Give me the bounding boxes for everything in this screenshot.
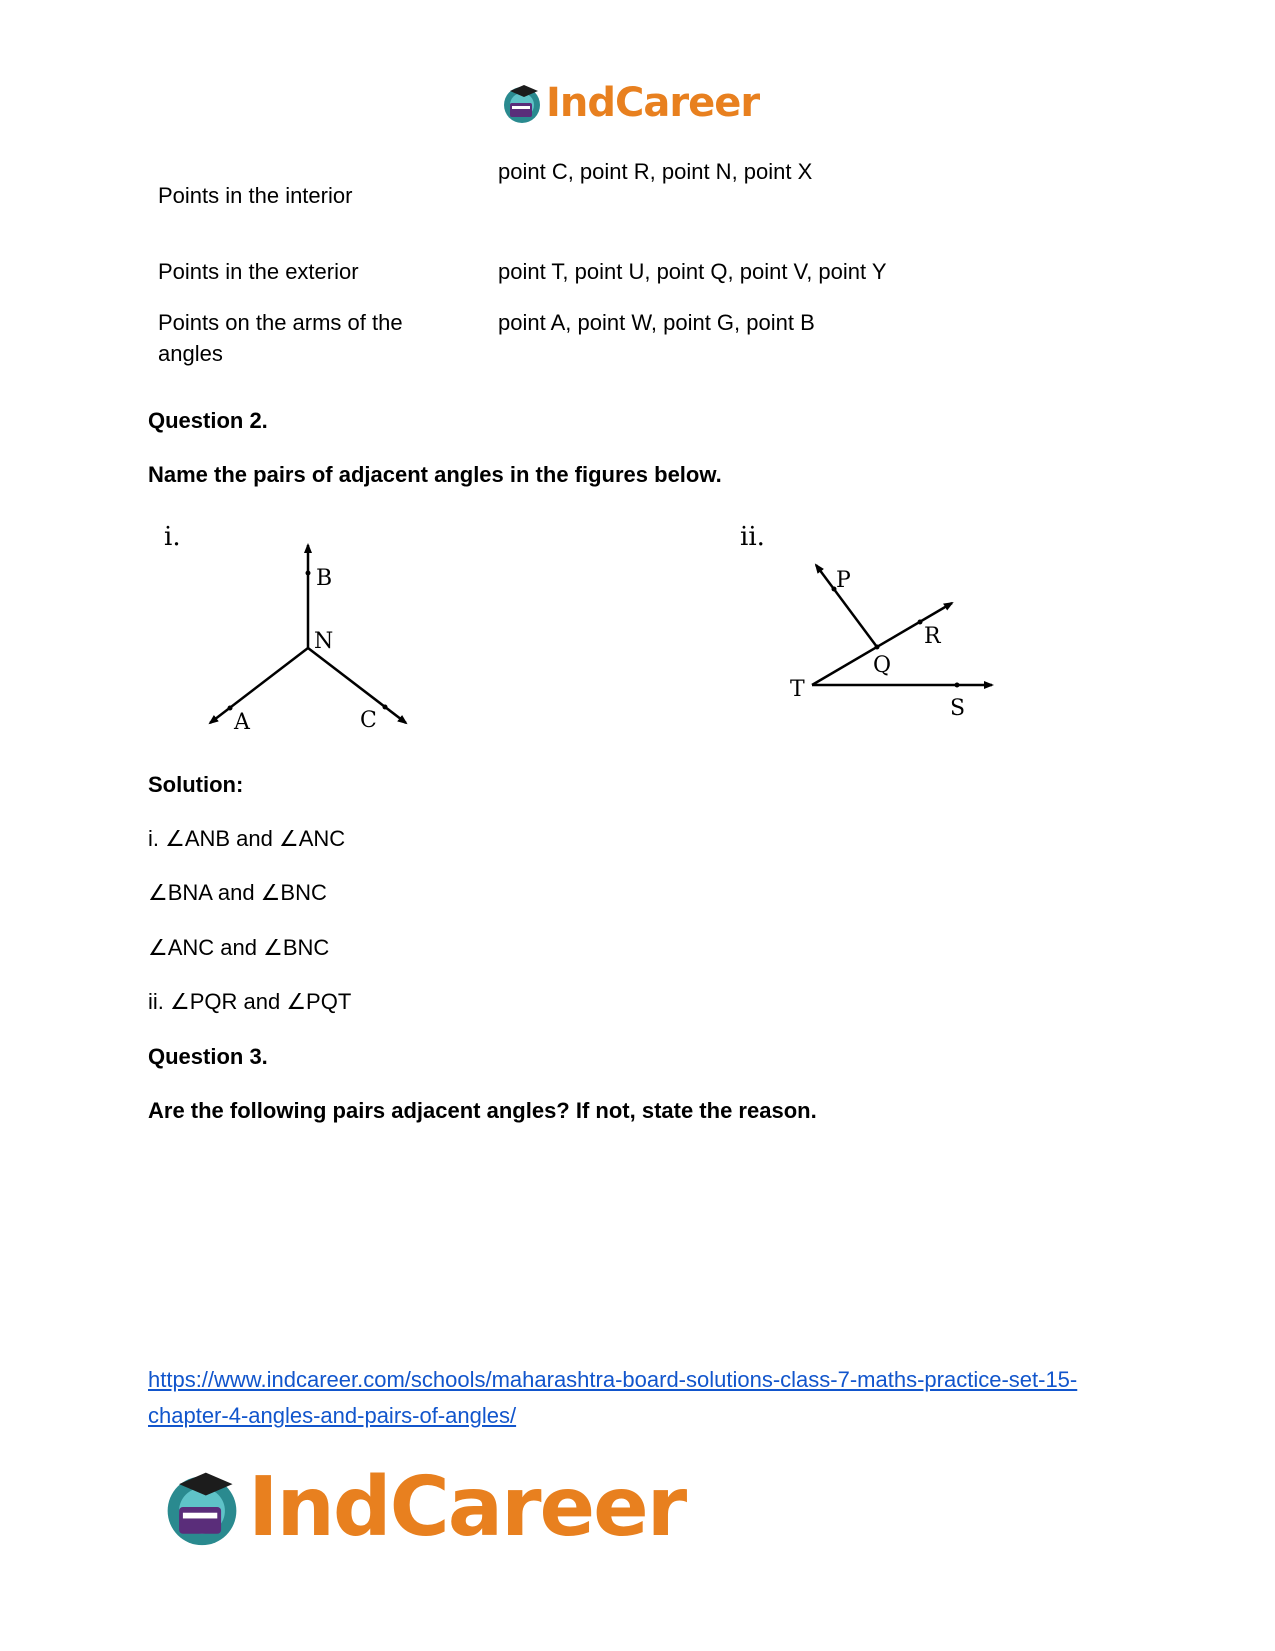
figure-i <box>150 515 450 735</box>
label-s: S <box>950 696 966 721</box>
question-3-heading: Question 3. <box>148 1044 268 1069</box>
table-row-label: Points in the exterior <box>158 259 359 284</box>
point-r <box>918 620 923 625</box>
label-t: T <box>790 677 805 702</box>
source-link-line-2[interactable]: chapter-4-angles-and-pairs-of-angles/ <box>148 1403 517 1428</box>
solution-answer: i. ∠ANB and ∠ANC <box>148 826 346 851</box>
book-globe-icon <box>500 81 544 125</box>
question-2-heading: Question 2. <box>148 408 268 433</box>
table-row-value: point A, point W, point G, point B <box>498 310 815 335</box>
logo-text: IndCareer <box>248 1459 686 1555</box>
table-row-value: point C, point R, point N, point X <box>498 159 813 184</box>
point-q <box>875 645 880 650</box>
label-a: A <box>234 710 250 735</box>
solution-answer: ∠BNA and ∠BNC <box>148 880 327 905</box>
point-b <box>306 571 311 576</box>
question-2-prompt: Name the pairs of adjacent angles in the figures below. <box>148 462 722 487</box>
point-a <box>228 706 233 711</box>
label-b: B <box>316 566 333 591</box>
point-c <box>383 705 388 710</box>
table-row-value: point T, point U, point Q, point V, point Y <box>498 259 887 284</box>
point-s <box>955 683 960 688</box>
label-r: R <box>924 624 941 649</box>
solution-heading: Solution: <box>148 772 244 797</box>
figure-ii <box>730 515 1030 725</box>
question-3-prompt: Are the following pairs adjacent angles? If not, state the reason. <box>148 1098 817 1123</box>
ray-nc <box>308 648 406 723</box>
source-link-line-1[interactable]: https://www.indcareer.com/schools/maharashtra-board-solutions-class-7-maths-practice-set-15- <box>148 1367 1078 1392</box>
table-row-label: Points in the interior <box>158 183 353 208</box>
source-link-block <box>148 1362 1148 1434</box>
solution-answer: ii. ∠PQR and ∠PQT <box>148 989 352 1014</box>
label-p: P <box>836 568 851 593</box>
book-globe-icon <box>160 1465 244 1549</box>
label-q: Q <box>873 653 892 678</box>
solution-answer: ∠ANC and ∠BNC <box>148 935 330 960</box>
figure-ii-label: ii. <box>740 522 765 552</box>
logo-text: IndCareer <box>546 80 760 126</box>
ray-na <box>210 648 308 723</box>
label-c: C <box>360 708 377 733</box>
figure-i-label: i. <box>164 522 181 552</box>
label-n: N <box>314 629 334 654</box>
footer-logo <box>160 1459 686 1555</box>
table-row-label: Points on the arms of the angles <box>158 310 403 366</box>
header-logo <box>500 78 759 128</box>
